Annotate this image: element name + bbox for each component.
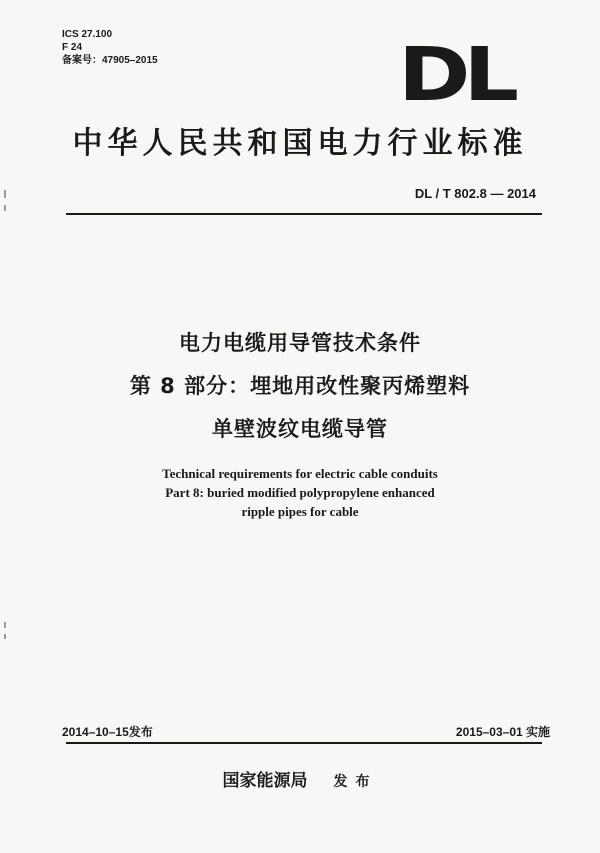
scan-mark	[4, 190, 6, 198]
publish-action: 发布	[333, 774, 378, 790]
classification-block	[62, 28, 158, 67]
chinese-title-line-2: 第 8 部分：埋地用改性聚丙烯塑料	[129, 374, 471, 398]
ics-code: ICS 27.100	[62, 29, 113, 40]
scan-mark	[4, 634, 6, 639]
dl-logo: DL	[398, 32, 512, 118]
bottom-rule	[66, 742, 542, 744]
record-number: 备案号：47905–2015	[62, 55, 158, 66]
standard-title: 中华人民共和国电力行业标准	[72, 126, 528, 161]
scan-mark	[4, 622, 6, 628]
top-rule	[66, 213, 542, 215]
english-title-line-2: Part 8: buried modified polypropylene enhanced	[165, 485, 435, 500]
english-title-line-3: ripple pipes for cable	[241, 504, 359, 519]
standard-number: DL / T 802.8 — 2014	[414, 186, 536, 201]
english-title-line-1: Technical requirements for electric cable conduits	[162, 466, 438, 481]
implementation-date: 2015–03–01 实施	[455, 725, 550, 739]
chinese-title-line-3: 单壁波纹电缆导管	[212, 417, 388, 441]
classification-code: F 24	[62, 42, 83, 53]
publisher-line	[0, 766, 600, 791]
publisher-name: 国家能源局	[222, 771, 308, 791]
issue-date: 2014–10–15发布	[62, 725, 153, 739]
scan-mark	[4, 205, 6, 211]
chinese-title-line-1: 电力电缆用导管技术条件	[179, 331, 421, 355]
